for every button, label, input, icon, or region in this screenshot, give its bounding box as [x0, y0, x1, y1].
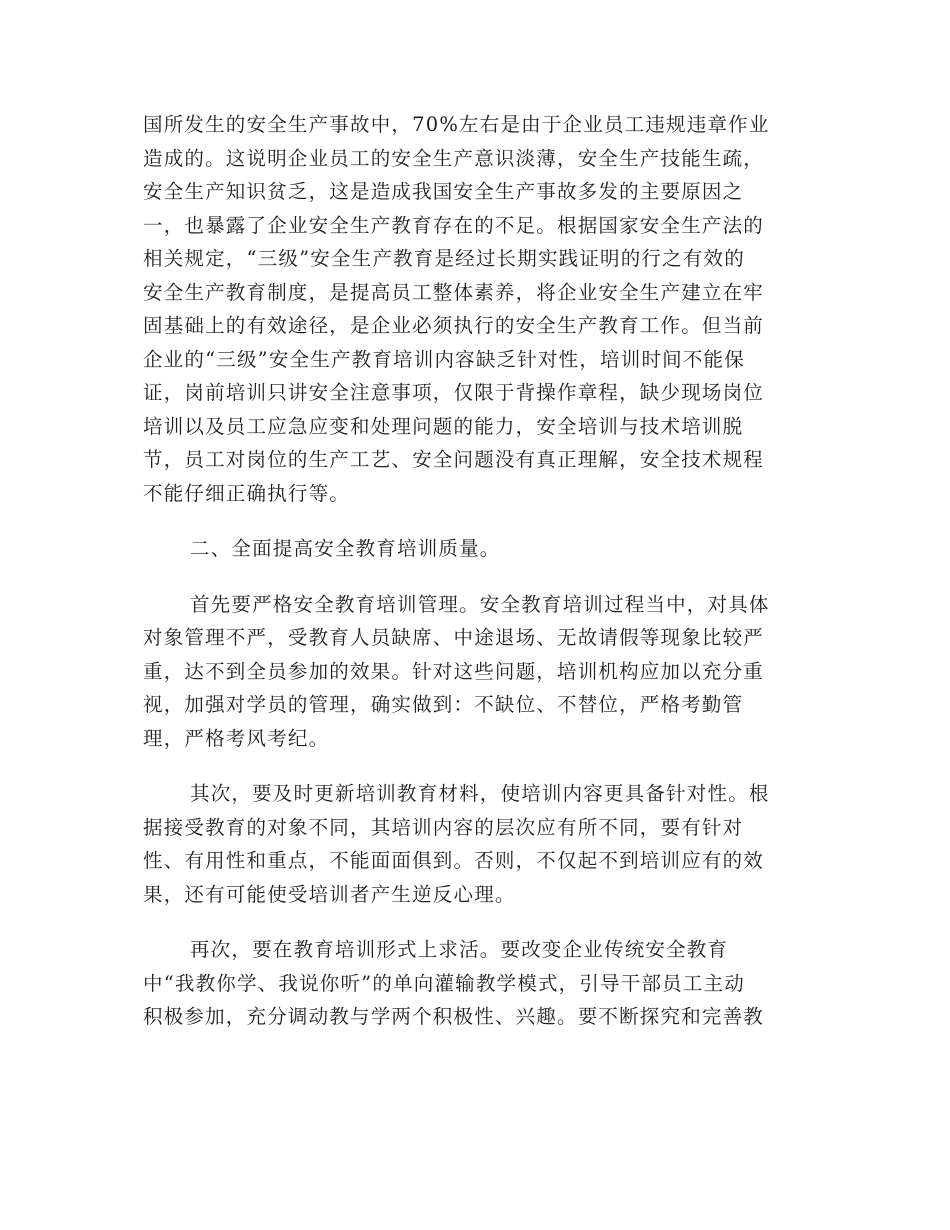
text-line: 安全生产知识贫乏，这是造成我国安全生产事故多发的主要原因之	[143, 180, 744, 203]
text-line: 节，员工对岗位的生产工艺、安全问题没有真正理解，安全技术规程	[143, 448, 765, 471]
text-line: 视，加强对学员的管理，确实做到：不缺位、不替位，严格考勤管	[143, 693, 744, 716]
text-line: 果，还有可能使受培训者产生逆反心理。	[143, 882, 516, 906]
text-line: 据接受教育的对象不同，其培训内容的层次应有所不同，要有针对	[143, 815, 744, 839]
paragraph-second-measure	[143, 777, 808, 911]
text-line: 其次，要及时更新培训教育材料，使培训内容更具备针对性。根	[190, 782, 770, 805]
text-line: 理，严格考风考纪。	[143, 726, 330, 750]
paragraph-spacing	[143, 755, 808, 777]
paragraph-third-measure	[143, 933, 808, 1034]
text-line: 安全生产教育制度，是提高员工整体素养，将企业安全生产建立在牢	[143, 280, 765, 304]
text-line: 重，达不到全员参加的效果。针对这些问题，培训机构应加以充分重	[143, 659, 765, 683]
text-line: 国所发生的安全生产事故中，70%左右是由于企业员工违规违章作业	[143, 113, 770, 136]
section-heading	[143, 532, 808, 566]
text-line: 相关规定，“三级”安全生产教育是经过长期实践证明的行之有效的	[143, 247, 745, 270]
text-line: 性、有用性和重点，不能面面俱到。否则，不仅起不到培训应有的效	[143, 849, 765, 872]
text-line: 再次，要在教育培训形式上求活。要改变企业传统安全教育	[190, 938, 729, 961]
text-line: 证，岗前培训只讲安全注意事项，仅限于背操作章程，缺少现场岗位	[143, 381, 765, 404]
paragraph-spacing	[143, 566, 808, 588]
heading-text: 二、全面提高安全教育培训质量。	[190, 537, 501, 560]
paragraph-accident-causes	[143, 108, 808, 510]
text-line: 对象管理不严，受教育人员缺席、中途退场、无故请假等现象比较严	[143, 626, 765, 649]
text-line: 造成的。这说明企业员工的安全生产意识淡薄，安全生产技能生疏，	[143, 146, 765, 170]
text-line: 固基础上的有效途径，是企业必须执行的安全生产教育工作。但当前	[143, 314, 765, 337]
text-line: 积极参加，充分调动教与学两个积极性、兴趣。要不断探究和完善教	[143, 1005, 765, 1028]
paragraph-first-measure	[143, 588, 808, 756]
text-line: 培训以及员工应急应变和处理问题的能力，安全培训与技术培训脱	[143, 414, 744, 438]
text-line: 中“我教你学、我说你听”的单向灌输教学模式，引导干部员工主动	[143, 971, 745, 995]
paragraph-spacing	[143, 911, 808, 933]
text-line: 首先要严格安全教育培训管理。安全教育培训过程当中，对具体	[190, 592, 770, 616]
text-line: 企业的“三级”安全生产教育培训内容缺乏针对性，培训时间不能保	[143, 347, 745, 371]
text-line: 一，也暴露了企业安全生产教育存在的不足。根据国家安全生产法的	[143, 213, 765, 237]
text-line: 不能仔细正确执行等。	[143, 481, 351, 505]
paragraph-spacing	[143, 510, 808, 532]
document-body	[143, 108, 808, 1034]
